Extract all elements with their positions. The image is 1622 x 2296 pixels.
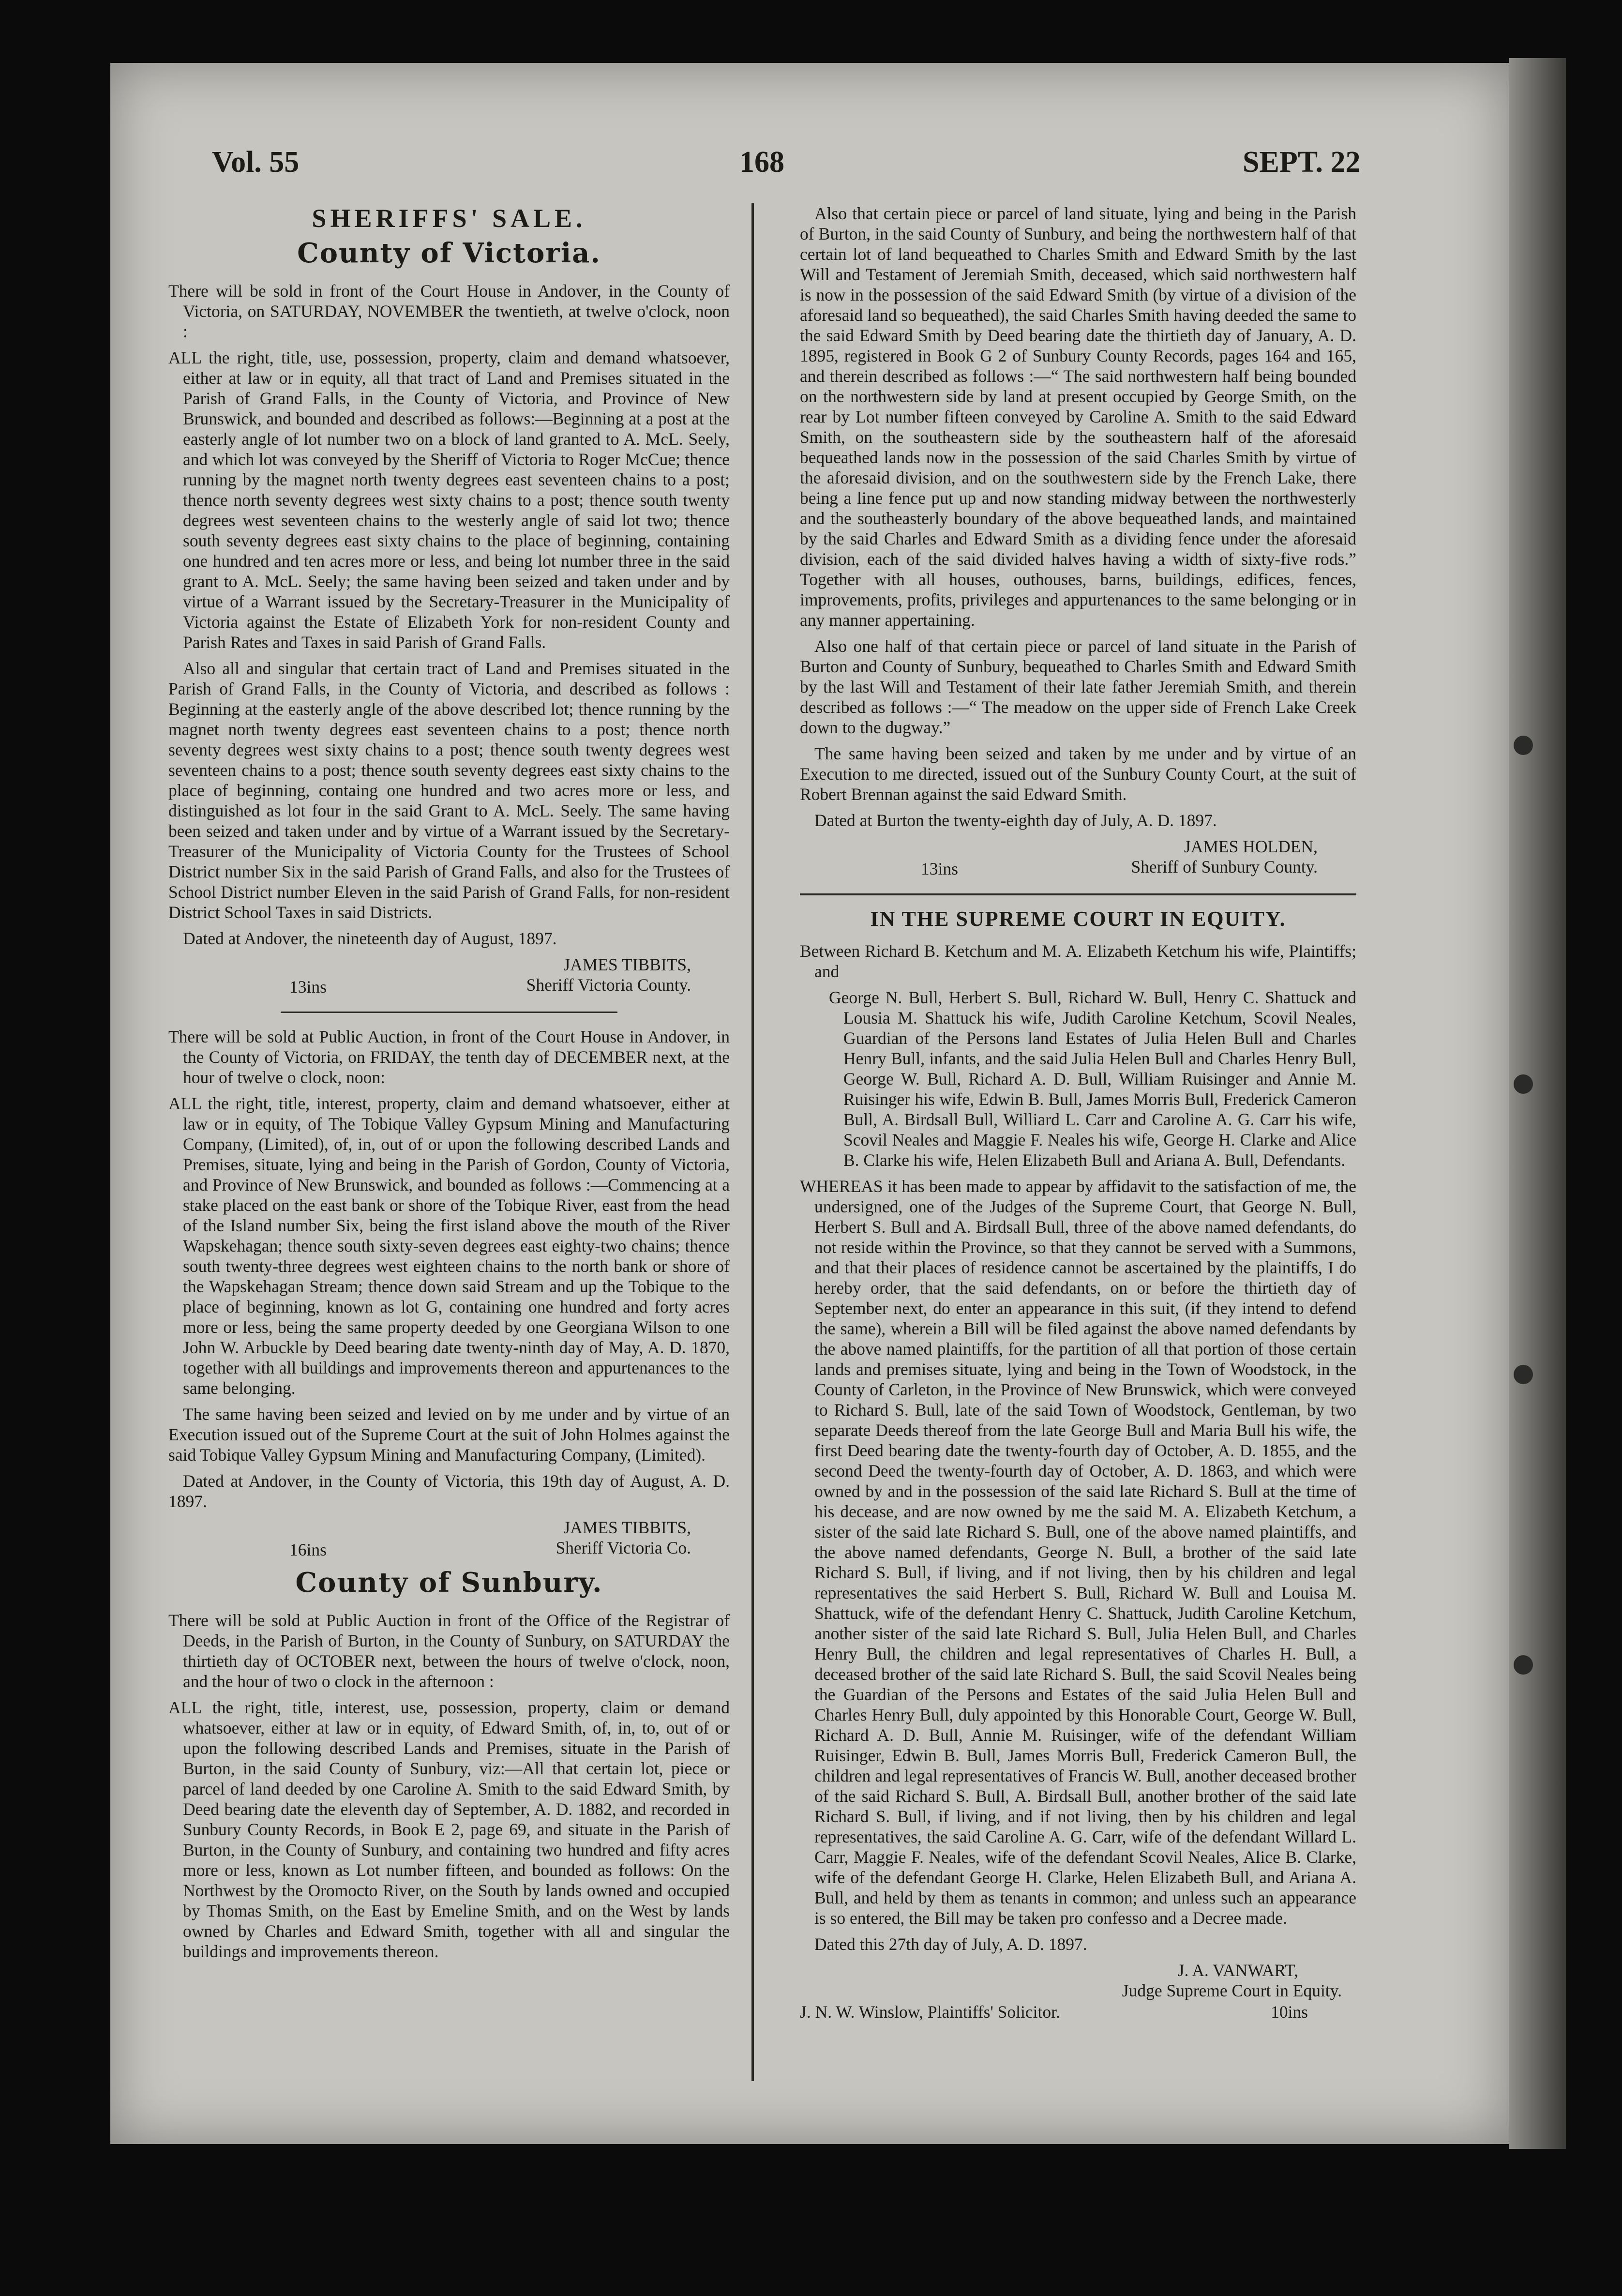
county-heading-victoria: County of Victoria. (297, 237, 601, 269)
notice-date: Dated at Andover, the nineteenth day of August, 1897. (183, 929, 557, 948)
binding-hole (1514, 1074, 1533, 1094)
parties-plaintiffs: Between Richard B. Ketchum and M. A. Elizabeth Ketchum his wife, Plaintiffs; and (800, 941, 1356, 981)
order-body: WHEREAS it has been made to appear by affidavit to the satisfaction of me, the undersigned, one of the Judges of the Supreme Court, that George N. Bull, Herbert S. Bull and A. Birdsall Bull, three of the above named defendants, do not reside within the Province, so that they cannot be served with a Summons, and that their places of residence cannot be ascertained by the plaintiffs, I do hereby order, that the said defendants, on or before the thirtieth day of September next, do enter an appearance in this suit, (if they intend to defend the same), wherein a Bill will be filed against the above named defendants by the above named plaintiffs, for the partition of all that portion of those certain lands and premises situate, lying and being in the Town of Woodstock, in the County of Carleton, in the Province of New Brunswick, which were conveyed to Richard S. Bull, late of the said Town of Woodstock, Gentleman, by two separate Deeds thereof from the late George Bull and Maria Bull his wife, the first Deed bearing date the twenty-fourth day of October, A. D. 1855, and the second Deed the twenty-fourth day of October, A. D. 1863, and which were owned by and in the possession of the said late Richard S. Bull at the time of his decease, and are now owned by me the said M. A. Elizabeth Ketchum, a sister of the said late Richard S. Bull, one of the above named plaintiffs, and the above named defendants, George N. Bull, a brother of the said late Richard S. Bull, if living, and if not living, then by his children and legal representatives the said Herbert S. Bull, Richard W. Bull and Louisa M. Shattuck, wife of the defendant Henry C. Shattuck, Judith Caroline Ketchum, another sister of the said late Richard S. Bull, Julia Helen Bull, and Charles Henry Bull, the children and legal representatives of Charles H. Bull, a deceased brother of the said late Richard S. Bull, the said Scovil Neales being the Guardian of the Persons and Estates of the said Julia Helen Bull and Charles Henry Bull, duly appointed by this Honorable Court, George W. Bull, Richard A. D. Bull, Annie M. Ruisinger, wife of the defendant William Ruisinger, Edwin B. Bull, James Morris Bull, Frederick Cameron Bull, the children and legal representatives of Francis W. Bull, another deceased brother of the said Richard S. Bull, A. Birdsall Bull, another brother of the said late Richard S. Bull, if living, and if not living, then by his children and legal representatives, the said Caroline A. G. Carr, wife of the defendant Willard L. Carr, Maggie F. Neales, wife of the defendant Scovil Neales, Alice B. Clarke, wife of the defendant George H. Clarke, Helen Elizabeth Bull, and Ariana A. Bull, and held by them as tenants in common; and unless such an appearance is so entered, the Bill may be taken pro confesso and a Decree made. (800, 1177, 1356, 1928)
notice-body: Also all and singular that certain tract of Land and Premises situated in the Parish of Grand Falls, in the County of Victoria, and described as follows : Beginning at the easterly angle of the above described lot; thence running by the magnet north twenty degrees east seventeen chains to a post; thence north seventy degrees west sixty chains to a post; thence south twenty degrees west seventeen chains to a post; thence south seventy degrees east sixty chains to the place of beginning, containg one hundred and two acres more or less, and distinguished as lot four in the said Grant to A. McL. Seely. The same having been seized and taken under and by virtue of a Warrant issued by the Secretary-Treasurer of the Municipality of Victoria County for the Trustees of School District number Six in the said Parish of Grand Falls, and also for the Trustees of School District number Eleven in the said Parish of Grand Falls, for non-resident District School Taxes in said Districts. (168, 659, 730, 922)
signature-name: JAMES HOLDEN, (1184, 837, 1318, 856)
judge-signature-block (800, 1960, 1356, 2023)
insertion-count: 16ins (289, 1540, 327, 1559)
binding-hole (1514, 1365, 1533, 1384)
left-column (168, 203, 730, 1967)
insertion-count: 13ins (921, 859, 958, 878)
signature-title: Sheriff Victoria Co. (556, 1538, 691, 1557)
notice-body: Also that certain piece or parcel of land situate, lying and being in the Parish of Burton, in the said County of Sunbury, and being the northwestern half of that certain lot of land bequeathed to Charles Smith and Edward Smith by the last Will and Testament of Jeremiah Smith, deceased, which said northwestern half is now in the possession of the said Edward Smith (by virtue of a division of the aforesaid land so bequeathed), the said Charles Smith having deeded the same to the said Edward Smith by Deed bearing date the thirtieth day of January, A. D. 1895, registered in Book G 2 of Sunbury County Records, pages 164 and 165, and therein described as follows :—“ The said northwestern half being bounded on the northwestern side by land at present occupied by George Smith, on the rear by Lot number fifteen conveyed by Caroline A. Smith to the said Edward Smith, on the southeastern side by the southeastern half of the aforesaid bequeathed lands now in the possession of the said Charles Smith by virtue of the aforesaid division, and on the southwestern side by the French Lake, there being a line fence put up and now standing midway between the northwesterly and the southeasterly boundary of the above bequeathed lands, and maintained by the said Charles and Edward Smith as a dividing fence under the aforesaid division, each of the said divided halves having a width of sixty-five rods.” Together with all houses, outhouses, barns, buildings, edifices, fences, improvements, profits, privileges and appurtenances to the same belonging or in any manner appertaining. (800, 204, 1356, 630)
signature-block (800, 836, 1356, 880)
judge-title: Judge Supreme Court in Equity. (1122, 1981, 1342, 2000)
order-date: Dated this 27th day of July, A. D. 1897. (814, 1934, 1087, 1954)
divider (800, 893, 1356, 895)
issue-date: SEPT. 22 (1243, 146, 1361, 179)
notice-date: Dated at Andover, in the County of Victoria, this 19th day of August, A. D. 1897. (168, 1471, 730, 1511)
notice-body: ALL the right, title, interest, use, possession, property, claim or demand whatsoever, either at law or in equity, of Edward Smith, of, in, to, out of or upon the following described Lands and Premises, situate in the Parish of Burton, in the said County of Sunbury, viz:—All that certain lot, piece or parcel of land deeded by one Caroline A. Smith to the said Edward Smith, by Deed bearing date the eleventh day of September, A. D. 1882, and recorded in Sunbury County Records, in Book E 2, page 69, and situate in the Parish of Burton, in the County of Sunbury, and containing two hundred and fifty acres more or less, known as Lot number fifteen, and bounded as follows: On the Northwest by the Oromocto River, on the South by lands owned and occupied by Thomas Smith, on the East by Emeline Smith, and on the West by lands owned by Charles and Edward Smith, together with all and singular the buildings and improvements thereon. (168, 1698, 730, 1961)
notice-intro: There will be sold in front of the Court House in Andover, in the County of Victoria, on SATURDAY, NOVEMBER the twentieth, at twelve o'clock, noon : (168, 281, 730, 341)
parties-defendants: George N. Bull, Herbert S. Bull, Richard W. Bull, Henry C. Shattuck and Lousia M. Shattuck his wife, Judith Caroline Ketchum, Scovil Neales, Guardian of the Persons land Estates of Julia Helen Bull and Charles Henry Bull, infants, and the said Julia Helen Bull and Charles Henry Bull, George W. Bull, Richard A. D. Bull, William Ruisinger and Annie M. Ruisinger his wife, Edwin B. Bull, James Morris Bull, Frederick Cameron Bull, A. Birdsall Bull, Williard L. Carr and Caroline A. G. Carr his wife, Scovil Neales and Maggie F. Neales his wife, George H. Clarke and Alice B. Clarke his wife, Helen Elizabeth Bull and Ariana A. Bull, Defendants. (829, 988, 1356, 1170)
solicitor-line: J. N. W. Winslow, Plaintiffs' Solicitor. (800, 2002, 1060, 2022)
page-number: 168 (739, 146, 784, 179)
volume-number: Vol. 55 (212, 146, 300, 179)
signature-title: Sheriff of Sunbury County. (1131, 857, 1318, 876)
notice-body: The same having been seized and taken by me under and by virtue of an Execution to me directed, issued out of the Sunbury County Court, at the suit of Robert Brennan against the said Edward Smith. (800, 744, 1356, 804)
signature-block (168, 1517, 730, 1561)
insertion-count: 10ins (1271, 2002, 1308, 2022)
notice-date: Dated at Burton the twenty-eighth day of July, A. D. 1897. (814, 811, 1217, 830)
signature-title: Sheriff Victoria County. (526, 975, 691, 995)
notice-intro: There will be sold at Public Auction, in front of the Court House in Andover, in the County of Victoria, on FRIDAY, the tenth day of DECEMBER next, at the hour of twelve o clock, noon: (168, 1027, 730, 1087)
notice-body: Also one half of that certain piece or parcel of land situate in the Parish of Burton and County of Sunbury, bequeathed to Charles Smith and Edward Smith by the last Will and Testament of their late father Jeremiah Smith, and therein described as follows :—“ The meadow on the upper side of French Lake Creek down to the dugway.” (800, 636, 1356, 737)
binding-hole (1514, 736, 1533, 755)
notice-body: The same having been seized and levied on by me under and by virtue of an Execution issued out of the Supreme Court at the suit of John Holmes against the said Tobique Valley Gypsum Mining and Manufacturing Company, (Limited). (168, 1405, 730, 1465)
notice-body: ALL the right, title, interest, property, claim and demand whatsoever, either at law or in equity, of The Tobique Valley Gypsum Mining and Manufacturing Company, (Limited), of, in, out of or upon the following described Lands and Premises, situate, lying and being in the Parish of Gordon, County of Victoria, and Province of New Brunswick, and bounded as follows :—Commencing at a stake placed on the east bank or shore of the Tobique River, east from the head of the Island number Six, being the first island above the mouth of the River Wapskehagan; thence south sixty-seven degrees east eighty-two chains; thence south twenty-three degrees west eighteen chains to the north bank or shore of the Wapskehagan Stream; thence down said Stream and up the Tobique to the place of beginning, known as lot G, containing one hundred and forty acres more or less, being the same property deeded by one Georgiana Wilson to one John W. Arbuckle by Deed bearing date twenty-ninth day of May, A. D. 1870, together with all buildings and improvements thereon and appurtenances to the same belonging. (168, 1094, 730, 1398)
page-header (110, 145, 1509, 189)
notice-intro: There will be sold at Public Auction in front of the Office of the Registrar of Deeds, in the Parish of Burton, in the County of Sunbury, on SATURDAY the thirtieth day of OCTOBER next, between the hours of twelve o'clock, noon, and the hour of two o clock in the afternoon : (168, 1611, 730, 1691)
county-heading-sunbury: County of Sunbury. (295, 1567, 603, 1599)
right-column (800, 203, 1356, 2023)
column-divider (751, 203, 754, 2081)
page-edge (1509, 58, 1566, 2149)
section-title: SHERIFFS' SALE. (312, 204, 586, 233)
signature-block (168, 954, 730, 998)
judge-name: J. A. VANWART, (1177, 1961, 1298, 1980)
newspaper-page (110, 63, 1509, 2144)
equity-heading: IN THE SUPREME COURT IN EQUITY. (870, 907, 1286, 931)
notice-body: ALL the right, title, use, possession, property, claim and demand whatsoever, either at law or in equity, all that tract of Land and Premises situated in the Parish of Grand Falls, in the County of Victoria, and Province of New Brunswick, and bounded and described as follows:—Beginning at a post at the easterly angle of lot number two on a block of land granted to A. McL. Seely, and which lot was conveyed by the Sheriff of Victoria to Roger McCue; thence running by the magnet north twenty degrees east seventeen chains to a post; thence north seventy degrees west sixty chains to a post; thence south twenty degrees west seventeen chains to the westerly angle of said lot two; thence south seventy degrees east sixty chains to the place of beginning, containing one hundred and ten acres more or less, and being lot number three in the said grant to A. McL. Seely; the same having been seized and taken under and by virtue of a Warrant issued by the Secretary-Treasurer in the Municipality of Victoria against the Estate of Elizabeth York for non-resident County and Parish Rates and Taxes in said Parish of Grand Falls. (168, 348, 730, 652)
insertion-count: 13ins (289, 977, 327, 997)
binding-hole (1514, 1655, 1533, 1675)
divider (281, 1012, 617, 1013)
signature-name: JAMES TIBBITS, (563, 955, 691, 974)
signature-name: JAMES TIBBITS, (563, 1518, 691, 1537)
